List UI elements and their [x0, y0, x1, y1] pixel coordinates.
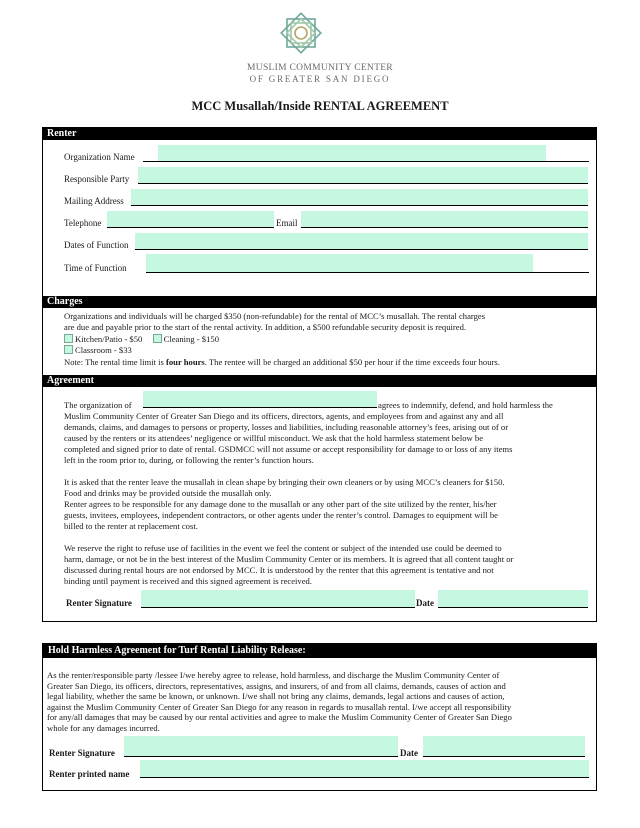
organization-name-field[interactable]	[158, 145, 546, 161]
charges-section-header: Charges	[42, 296, 597, 308]
page-title: MCC Musallah/Inside RENTAL AGREEMENT	[191, 99, 449, 113]
time-of-function-label: Time of Function	[64, 263, 127, 273]
hh-date-label: Date	[400, 748, 418, 758]
org-name-line1: MUSLIM COMMUNITY CENTER	[247, 63, 393, 73]
classroom-checkbox[interactable]	[64, 345, 73, 354]
dates-of-function-field[interactable]	[135, 233, 588, 250]
agreement-paragraph-3: We reserve the right to refuse use of facilities in the event we feel the content or subject of the intended use could be deemed to harm, damage, or not be in the best interest of the Muslim Community Center or its members. It is agreed that all content taught or discussed during rental hours are not endorsed by MCC. It is understood by the renter that this agreement is tentative and not binding until payment is received and this signed agreement is received.	[64, 543, 514, 586]
hh-renter-signature-label: Renter Signature	[49, 748, 115, 758]
classroom-label: Classroom - $33	[75, 344, 132, 355]
renter-signature-field[interactable]	[141, 590, 415, 608]
mcc-logo-icon	[276, 8, 326, 58]
agreement-section-header: Agreement	[42, 375, 597, 387]
responsible-party-field[interactable]	[138, 167, 588, 184]
charges-line-1: Organizations and individuals will be charged $350 (non-refundable) for the rental of MCC’s musallah. The rental charges	[64, 311, 486, 321]
date-label: Date	[416, 598, 434, 608]
mailing-address-field[interactable]	[131, 189, 588, 206]
cleaning-checkbox[interactable]	[153, 334, 162, 343]
organization-of-label: The organization of	[64, 400, 132, 410]
dates-of-function-label: Dates of Function	[64, 240, 129, 250]
hh-renter-printed-name-field[interactable]	[140, 760, 589, 778]
cleaning-label: Cleaning - $150	[163, 333, 219, 344]
indemnify-text: agrees to indemnify, defend, and hold harmless the	[378, 400, 553, 410]
organization-name-underline	[143, 161, 589, 162]
agreement-paragraph-1: Muslim Community Center of Greater San Diego and its officers, directors, agents, and employees from and against any and all demands, claims, and damages to persons or property, losses and liabilities, including reasonable attorney’s fees, arising out of or caused by the renters or its attendees’ negligence or willful misconduct. We ask that the hold harmless statement below be completed and signed prior to date of rental. GSDMCC will not assume or accept responsibility for damage to or loss of any items left in the room prior to, during, or following the renter’s function hours.	[64, 411, 513, 465]
kitchen-patio-label: Kitchen/Patio - $50	[75, 333, 143, 344]
hold-harmless-text: As the renter/responsible party /lessee I/we hereby agree to release, hold harmless, and discharge the Muslim Community Center of Greater San Diego, its officers, directors, representatives, assigns, and insurers, of and from all claims, demands, causes of action and legal liability, whether the same be known, or unknown. I/we shall not bring any claims, demands, legal actions and causes of action, against the Muslim Community Center of Greater San Diego for any reason in regards to musallah rental. I/we accept all responsibility for any/all damages that may be caused by our rental activities and agree to make the Muslim Community Center of Greater San Diego whole for any damages incurred.	[47, 670, 512, 733]
charges-line-2: are due and payable prior to the start of the rental activity. In addition, a $500 refundable security deposit is required.	[64, 321, 467, 332]
organization-name-label: Organization Name	[64, 152, 135, 162]
agreement-paragraph-2: It is asked that the renter leave the musallah in clean shape by bringing their own cleaners or by using MCC’s cleaners for $150. Food and drinks may be provided outside the musallah only. Renter agrees to be responsible for any damage done to the musallah or any other part of the site utilized by the renter, his/her guests, invitees, employees, independent contractors, or other agents under the renter’s control. Damages to equipment will be billed to the renter at replacement cost.	[64, 477, 505, 531]
hh-date-field[interactable]	[423, 736, 585, 757]
hh-renter-signature-field[interactable]	[124, 736, 398, 757]
agreement-organization-field[interactable]	[143, 391, 377, 408]
rental-time-note: Note: The rental time limit is four hours. The rentee will be charged an additional $50 per hour if the time exceeds four hours.	[64, 356, 500, 367]
kitchen-patio-checkbox[interactable]	[64, 334, 73, 343]
charges-text	[64, 311, 589, 368]
date-field[interactable]	[438, 590, 588, 608]
email-label: Email	[276, 218, 298, 228]
mailing-address-label: Mailing Address	[64, 196, 124, 206]
hold-harmless-header: Hold Harmless Agreement for Turf Rental Liability Release:	[43, 644, 596, 658]
time-of-function-underline	[146, 272, 589, 273]
org-name-line2: OF GREATER SAN DIEGO	[249, 74, 391, 84]
renter-signature-label: Renter Signature	[66, 598, 132, 608]
telephone-label: Telephone	[64, 218, 102, 228]
email-field[interactable]	[301, 211, 588, 228]
time-of-function-field[interactable]	[146, 254, 533, 272]
renter-section-header: Renter	[42, 128, 597, 140]
hh-renter-printed-name-label: Renter printed name	[49, 769, 130, 779]
responsible-party-label: Responsible Party	[64, 174, 130, 184]
telephone-field[interactable]	[107, 211, 274, 228]
